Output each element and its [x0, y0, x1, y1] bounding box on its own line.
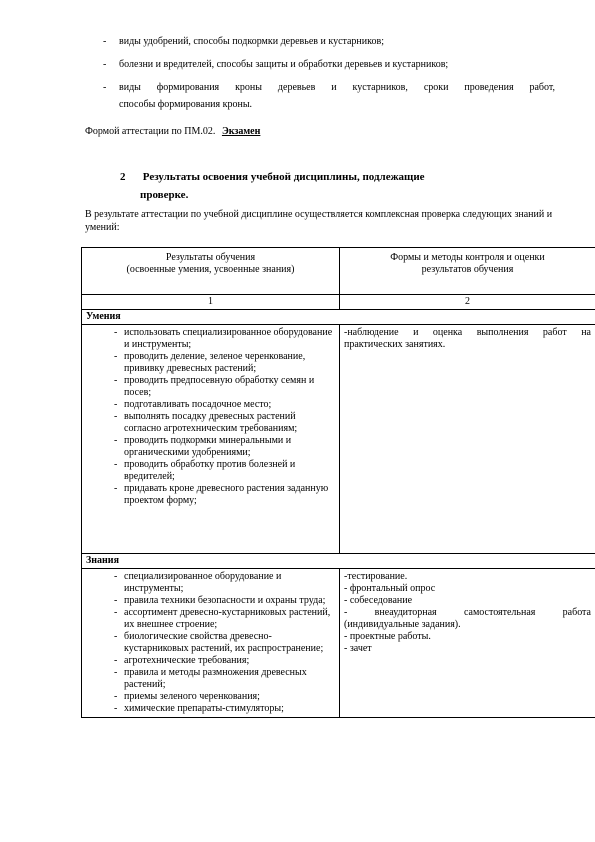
- list-dash: -: [103, 36, 107, 47]
- list-item: [86, 411, 335, 435]
- list-dash: -: [114, 351, 118, 362]
- list-item: [86, 667, 335, 691]
- list-item: [85, 81, 555, 95]
- list-item-text: проводить деление, зеленое черенкование, прививку древесных растений;: [124, 351, 306, 374]
- method-item: - зачет: [344, 643, 372, 654]
- list-dash: -: [114, 607, 118, 618]
- col2-number: 2: [340, 295, 595, 310]
- list-item-text: виды формирования кроны деревьев и кустарников, сроки проведения работ,: [119, 82, 555, 93]
- list-item: [86, 571, 335, 595]
- method-item: - внеаудиторная самостоятельная работа (индивидуальные задания).: [344, 607, 591, 630]
- list-item-text: подготавливать посадочное место;: [124, 399, 272, 410]
- list-item-text: использовать специализированное оборудование и инструменты;: [124, 327, 333, 350]
- list-item-text: проводить предпосевную обработку семян и посев;: [124, 375, 315, 398]
- list-item-text: болезни и вредителей, способы защиты и обработки деревьев и кустарников;: [119, 59, 449, 70]
- section-number: 2: [120, 171, 126, 183]
- list-item-text: химические препараты-стимуляторы;: [124, 703, 284, 714]
- list-dash: -: [114, 327, 118, 338]
- list-item-text: биологические свойства древесно-кустарниковых растений, их распространение;: [124, 631, 324, 654]
- attestation-label: Формой аттестации по ПМ.02.: [85, 126, 216, 137]
- section-title-line2: проверке.: [140, 189, 189, 201]
- method-item: - собеседование: [344, 595, 413, 606]
- list-item-text: правила и методы размножения древесных растений;: [124, 667, 307, 690]
- col1-header-line1: Результаты обучения: [165, 252, 256, 263]
- list-item-text: выполнять посадку древесных растений согласно агротехническим требованиям;: [124, 411, 298, 434]
- knowledge-methods-cell: [340, 569, 595, 718]
- list-dash: -: [114, 483, 118, 494]
- list-item: [86, 327, 335, 351]
- skills-label: Умения: [82, 310, 595, 325]
- skills-methods-cell: [340, 325, 595, 554]
- list-item-text: проводить обработку против болезней и вредителей;: [124, 459, 296, 482]
- list-item-continuation: способы формирования кроны.: [119, 99, 253, 110]
- list-item-text: приемы зеленого черенкования;: [124, 691, 260, 702]
- list-item-text: виды удобрений, способы подкормки деревьев и кустарников;: [119, 36, 384, 47]
- table-number-row: [82, 295, 595, 310]
- skills-section-row: [82, 310, 595, 325]
- list-dash: -: [114, 655, 118, 666]
- list-item: [86, 399, 335, 411]
- col1-header-line2: (освоенные умения, усвоенные знания): [126, 264, 295, 275]
- list-dash: -: [114, 703, 118, 714]
- requirements-list: [85, 35, 555, 119]
- list-dash: -: [114, 375, 118, 386]
- col2-header-text: Формы и методы контроля и оценки результатов обучения: [390, 252, 545, 275]
- skills-methods-text: -наблюдение и оценка выполнения работ на практических занятиях.: [344, 327, 591, 350]
- list-item-text: агротехнические требования;: [124, 655, 250, 666]
- list-dash: -: [114, 435, 118, 446]
- list-item: [85, 35, 555, 49]
- knowledge-section-row: [82, 554, 595, 569]
- list-item: [86, 351, 335, 375]
- list-item: [86, 595, 335, 607]
- list-dash: -: [103, 59, 107, 70]
- list-item-text: специализированное оборудование и инструменты;: [124, 571, 282, 594]
- list-dash: -: [114, 411, 118, 422]
- col1-number: 1: [82, 295, 340, 310]
- list-dash: -: [114, 571, 118, 582]
- list-dash: -: [114, 399, 118, 410]
- attestation-value: Экзамен: [221, 126, 261, 137]
- list-item-text: проводить подкормки минеральными и органическими удобрениями;: [124, 435, 292, 458]
- list-dash: -: [114, 691, 118, 702]
- list-item: [86, 631, 335, 655]
- list-item: [86, 459, 335, 483]
- list-item: [86, 375, 335, 399]
- list-item: [86, 703, 335, 715]
- list-item-text: правила техники безопасности и охраны труда;: [124, 595, 326, 606]
- list-item: [86, 655, 335, 667]
- list-item: [86, 691, 335, 703]
- knowledge-list: [86, 571, 335, 715]
- knowledge-row: [82, 569, 595, 718]
- results-table: [81, 247, 595, 718]
- table-header-row: [82, 248, 595, 295]
- list-item: [86, 483, 335, 507]
- list-dash: -: [114, 595, 118, 606]
- list-item-text: придавать кроне древесного растения заданную проектом форму;: [124, 483, 329, 506]
- section-title-line1: Результаты освоения учебной дисциплины, подлежащие: [142, 171, 425, 183]
- knowledge-label: Знания: [82, 554, 595, 569]
- list-item: [85, 58, 555, 72]
- col2-header: [340, 248, 595, 295]
- list-dash: -: [114, 631, 118, 642]
- list-item-text: ассортимент древесно-кустарниковых растений, их внешнее строение;: [124, 607, 331, 630]
- method-item: - проектные работы.: [344, 631, 431, 642]
- skills-row: [82, 325, 595, 554]
- skills-list: [86, 327, 335, 507]
- list-item: [86, 607, 335, 631]
- list-item: [86, 435, 335, 459]
- method-item: -тестирование.: [344, 571, 408, 582]
- intro-paragraph: В результате аттестации по учебной дисциплине осуществляется комплексная проверка следующих знаний и умений:: [85, 209, 553, 233]
- method-item: - фронтальный опрос: [344, 583, 436, 594]
- knowledge-cell: [82, 569, 340, 718]
- col1-header: [82, 248, 340, 295]
- attestation-line: [85, 126, 260, 138]
- list-dash: -: [114, 667, 118, 678]
- section-heading: [120, 168, 520, 204]
- list-dash: -: [114, 459, 118, 470]
- list-dash: -: [103, 82, 107, 93]
- skills-cell: [82, 325, 340, 554]
